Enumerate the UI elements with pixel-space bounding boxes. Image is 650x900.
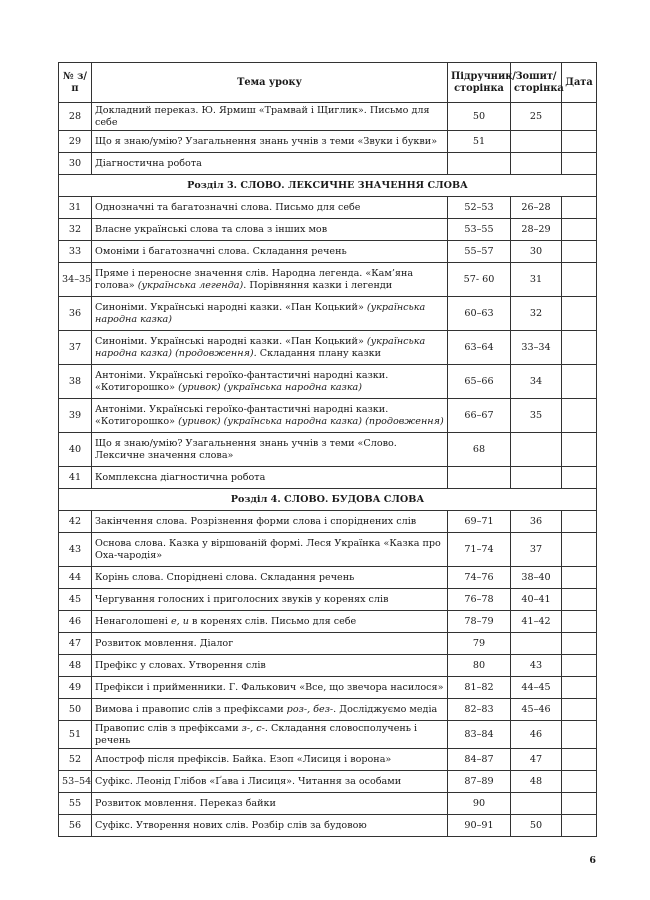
col-header-workbook-page: Зошит/ сторінка <box>511 63 562 103</box>
lesson-number: 32 <box>59 219 92 241</box>
lesson-number: 46 <box>59 611 92 633</box>
lesson-topic <box>92 331 448 365</box>
lesson-number: 29 <box>59 131 92 153</box>
textbook-pages: 78–79 <box>448 611 511 633</box>
topic-text: е, и <box>170 615 189 627</box>
textbook-pages: 71–74 <box>448 533 511 567</box>
date-cell <box>562 197 597 219</box>
lesson-number: 40 <box>59 433 92 467</box>
textbook-pages: 53–55 <box>448 219 511 241</box>
table-row <box>59 655 597 677</box>
lesson-topic <box>92 677 448 699</box>
lesson-number: 42 <box>59 511 92 533</box>
textbook-pages: 82–83 <box>448 699 511 721</box>
workbook-pages: 47 <box>511 749 562 771</box>
workbook-pages: 34 <box>511 365 562 399</box>
date-cell <box>562 655 597 677</box>
topic-text: Омоніми і багатозначні слова. Складання речень <box>95 245 347 257</box>
topic-text: Що я знаю/умію? Узагальнення знань учнів з теми «Звуки і букви» <box>95 135 438 147</box>
section-title: Розділ 4. СЛОВО. БУДОВА СЛОВА <box>59 489 597 511</box>
textbook-pages <box>448 153 511 175</box>
workbook-pages <box>511 153 562 175</box>
workbook-pages <box>511 633 562 655</box>
topic-text: Що я знаю/умію? Узагальнення знань учнів з теми «Слово. Лексичне значення слова» <box>95 438 397 461</box>
workbook-pages: 32 <box>511 297 562 331</box>
lesson-topic <box>92 567 448 589</box>
lesson-topic <box>92 633 448 655</box>
lesson-topic <box>92 655 448 677</box>
page-number: 6 <box>589 855 596 866</box>
topic-text: (уривок) <box>178 381 221 393</box>
workbook-pages: 43 <box>511 655 562 677</box>
workbook-pages: 28–29 <box>511 219 562 241</box>
topic-text: . Складання словосполучень і речень <box>95 723 418 746</box>
workbook-pages: 25 <box>511 103 562 131</box>
lesson-number: 55 <box>59 793 92 815</box>
workbook-pages <box>511 433 562 467</box>
date-cell <box>562 511 597 533</box>
table-row <box>59 103 597 131</box>
lesson-number: 56 <box>59 815 92 837</box>
section-title: Розділ 3. СЛОВО. ЛЕКСИЧНЕ ЗНАЧЕННЯ СЛОВА <box>59 175 597 197</box>
date-cell <box>562 677 597 699</box>
section-header-row <box>59 489 597 511</box>
topic-text: (уривок) <box>178 415 221 427</box>
topic-text: Діагностична робота <box>95 157 202 169</box>
topic-text: . Порівняння казки і легенди <box>243 279 393 291</box>
table-row <box>59 749 597 771</box>
workbook-pages: 31 <box>511 263 562 297</box>
col-header-number: № з/п <box>59 63 92 103</box>
textbook-pages: 83–84 <box>448 721 511 749</box>
topic-text: Префікси і прийменники. Г. Фалькович «Все, що звечора насилося» <box>95 681 444 693</box>
topic-text: Розвиток мовлення. Переказ байки <box>95 797 276 809</box>
topic-text: в коренях слів. Письмо для себе <box>188 615 357 627</box>
topic-text: Корінь слова. Споріднені слова. Складання речень <box>95 571 355 583</box>
date-cell <box>562 219 597 241</box>
table-row <box>59 721 597 749</box>
topic-text: Правопис слів з префіксами <box>95 723 242 734</box>
col-header-topic: Тема уроку <box>92 63 448 103</box>
date-cell <box>562 467 597 489</box>
topic-text: (продовження) <box>175 347 254 359</box>
lesson-topic <box>92 241 448 263</box>
workbook-pages: 33–34 <box>511 331 562 365</box>
table-row <box>59 433 597 467</box>
lesson-topic <box>92 433 448 467</box>
table-row <box>59 153 597 175</box>
textbook-pages: 68 <box>448 433 511 467</box>
topic-text: (українська народна казка) <box>223 381 363 393</box>
table-row <box>59 297 597 331</box>
lesson-number: 48 <box>59 655 92 677</box>
date-cell <box>562 611 597 633</box>
table-row <box>59 611 597 633</box>
topic-text: Власне українські слова та слова з інших мов <box>95 223 328 235</box>
topic-text: Розвиток мовлення. Діалог <box>95 637 234 649</box>
textbook-pages: 55–57 <box>448 241 511 263</box>
table-row <box>59 365 597 399</box>
table-row <box>59 467 597 489</box>
table-row <box>59 219 597 241</box>
topic-text: Префікс у словах. Утворення слів <box>95 659 266 671</box>
lesson-topic <box>92 699 448 721</box>
lesson-number: 36 <box>59 297 92 331</box>
workbook-pages: 36 <box>511 511 562 533</box>
textbook-pages: 90 <box>448 793 511 815</box>
lesson-number: 43 <box>59 533 92 567</box>
lesson-number: 33 <box>59 241 92 263</box>
workbook-pages: 26–28 <box>511 197 562 219</box>
lesson-topic <box>92 815 448 837</box>
workbook-pages <box>511 467 562 489</box>
workbook-pages: 46 <box>511 721 562 749</box>
table-row <box>59 589 597 611</box>
lesson-topic <box>92 533 448 567</box>
lesson-number: 52 <box>59 749 92 771</box>
workbook-pages: 37 <box>511 533 562 567</box>
topic-text: (українська легенда) <box>137 279 244 291</box>
date-cell <box>562 331 597 365</box>
topic-text: Синоніми. Українські народні казки. «Пан Коцький» <box>95 302 367 313</box>
workbook-pages <box>511 793 562 815</box>
lesson-topic <box>92 197 448 219</box>
lesson-number: 28 <box>59 103 92 131</box>
table-row <box>59 399 597 433</box>
topic-text: Синоніми. Українські народні казки. «Пан Коцький» <box>95 336 367 347</box>
lesson-number: 31 <box>59 197 92 219</box>
table-row <box>59 771 597 793</box>
lesson-topic <box>92 467 448 489</box>
lesson-topic <box>92 611 448 633</box>
date-cell <box>562 153 597 175</box>
table-body <box>59 103 597 837</box>
textbook-pages: 84–87 <box>448 749 511 771</box>
textbook-pages: 65–66 <box>448 365 511 399</box>
col-header-textbook-page: Підручник/ сторінка <box>448 63 511 103</box>
lesson-topic <box>92 153 448 175</box>
topic-text: Антоніми. Українські героїко-фантастичні народні казки. «Котигорошко» <box>95 370 389 393</box>
table-row <box>59 331 597 365</box>
lesson-number: 44 <box>59 567 92 589</box>
topic-text: (українська народна казка) <box>223 415 363 427</box>
textbook-pages: 57- 60 <box>448 263 511 297</box>
lesson-number: 38 <box>59 365 92 399</box>
lesson-topic <box>92 103 448 131</box>
lesson-topic <box>92 219 448 241</box>
table-row <box>59 131 597 153</box>
textbook-pages: 87–89 <box>448 771 511 793</box>
textbook-pages: 79 <box>448 633 511 655</box>
table-row <box>59 197 597 219</box>
date-cell <box>562 589 597 611</box>
textbook-pages: 66–67 <box>448 399 511 433</box>
topic-text: . Складання плану казки <box>253 347 382 359</box>
topic-text: Вимова і правопис слів з префіксами <box>95 703 287 715</box>
textbook-pages: 80 <box>448 655 511 677</box>
date-cell <box>562 749 597 771</box>
lesson-number: 41 <box>59 467 92 489</box>
date-cell <box>562 721 597 749</box>
workbook-pages: 45–46 <box>511 699 562 721</box>
col-header-date: Дата <box>562 63 597 103</box>
topic-text: Чергування голосних і приголосних звуків у коренях слів <box>95 593 389 605</box>
lesson-plan-table <box>58 62 597 837</box>
workbook-pages: 41–42 <box>511 611 562 633</box>
textbook-pages <box>448 467 511 489</box>
table-header-row <box>59 63 597 103</box>
textbook-pages: 81–82 <box>448 677 511 699</box>
date-cell <box>562 793 597 815</box>
date-cell <box>562 263 597 297</box>
textbook-pages: 63–64 <box>448 331 511 365</box>
table-row <box>59 699 597 721</box>
workbook-pages: 38–40 <box>511 567 562 589</box>
topic-text: Однозначні та багатозначні слова. Письмо для себе <box>95 201 361 213</box>
table-row <box>59 677 597 699</box>
topic-text: Комплексна діагностична робота <box>95 471 266 483</box>
lesson-number: 49 <box>59 677 92 699</box>
lesson-topic <box>92 263 448 297</box>
topic-text: Закінчення слова. Розрізнення форми слова і споріднених слів <box>95 515 417 527</box>
lesson-number: 39 <box>59 399 92 433</box>
topic-text: Пряме і переносне значення слів. Народна легенда. «Кам’яна голова» <box>95 268 414 291</box>
textbook-pages: 51 <box>448 131 511 153</box>
date-cell <box>562 131 597 153</box>
date-cell <box>562 533 597 567</box>
lesson-number: 47 <box>59 633 92 655</box>
table-row <box>59 633 597 655</box>
lesson-number: 37 <box>59 331 92 365</box>
lesson-topic <box>92 793 448 815</box>
date-cell <box>562 815 597 837</box>
topic-text: (українська народна казка) <box>95 302 426 325</box>
table-row <box>59 263 597 297</box>
textbook-pages: 76–78 <box>448 589 511 611</box>
date-cell <box>562 365 597 399</box>
textbook-pages: 74–76 <box>448 567 511 589</box>
workbook-pages: 40–41 <box>511 589 562 611</box>
lesson-number: 51 <box>59 721 92 749</box>
topic-text: Апостроф після префіксів. Байка. Езоп «Лисиця і ворона» <box>95 753 392 765</box>
topic-text: . Досліджуємо медіа <box>333 703 438 715</box>
workbook-pages: 48 <box>511 771 562 793</box>
table-row <box>59 815 597 837</box>
topic-text: Ненаголошені <box>95 615 171 627</box>
table-row <box>59 533 597 567</box>
lesson-topic <box>92 399 448 433</box>
lesson-number: 30 <box>59 153 92 175</box>
table-row <box>59 511 597 533</box>
textbook-pages: 50 <box>448 103 511 131</box>
lesson-number: 53–54 <box>59 771 92 793</box>
topic-text: (українська народна казка) <box>95 336 426 359</box>
lesson-topic <box>92 589 448 611</box>
date-cell <box>562 699 597 721</box>
date-cell <box>562 103 597 131</box>
lesson-number: 34–35 <box>59 263 92 297</box>
workbook-pages <box>511 131 562 153</box>
topic-text: Суфікс. Утворення нових слів. Розбір слів за будовою <box>95 819 367 831</box>
topic-text: Докладний переказ. Ю. Ярмиш «Трамвай і Щиглик». Письмо для себе <box>95 105 430 128</box>
date-cell <box>562 297 597 331</box>
lesson-number: 45 <box>59 589 92 611</box>
date-cell <box>562 433 597 467</box>
lesson-topic <box>92 131 448 153</box>
lesson-topic <box>92 721 448 749</box>
table-row <box>59 793 597 815</box>
date-cell <box>562 633 597 655</box>
workbook-pages: 50 <box>511 815 562 837</box>
date-cell <box>562 241 597 263</box>
section-header-row <box>59 175 597 197</box>
lesson-topic <box>92 365 448 399</box>
workbook-pages: 44–45 <box>511 677 562 699</box>
workbook-pages: 30 <box>511 241 562 263</box>
lesson-topic <box>92 511 448 533</box>
lesson-topic <box>92 297 448 331</box>
topic-text: Суфікс. Леонід Глібов «Ґава і Лисиця». Читання за особами <box>95 775 402 787</box>
textbook-pages: 52–53 <box>448 197 511 219</box>
topic-text: роз-, без- <box>286 703 334 715</box>
textbook-pages: 90–91 <box>448 815 511 837</box>
textbook-pages: 60–63 <box>448 297 511 331</box>
topic-text: Антоніми. Українські героїко-фантастичні народні казки. «Котигорошко» <box>95 404 389 427</box>
topic-text: Основа слова. Казка у віршованій формі. Леся Українка «Казка про Оха-чародія» <box>95 538 441 561</box>
workbook-pages: 35 <box>511 399 562 433</box>
date-cell <box>562 771 597 793</box>
lesson-topic <box>92 749 448 771</box>
date-cell <box>562 399 597 433</box>
lesson-topic <box>92 771 448 793</box>
date-cell <box>562 567 597 589</box>
table-row <box>59 567 597 589</box>
table-row <box>59 241 597 263</box>
textbook-pages: 69–71 <box>448 511 511 533</box>
topic-text: (продовження) <box>365 415 444 427</box>
topic-text: з-, с- <box>241 723 265 734</box>
lesson-number: 50 <box>59 699 92 721</box>
